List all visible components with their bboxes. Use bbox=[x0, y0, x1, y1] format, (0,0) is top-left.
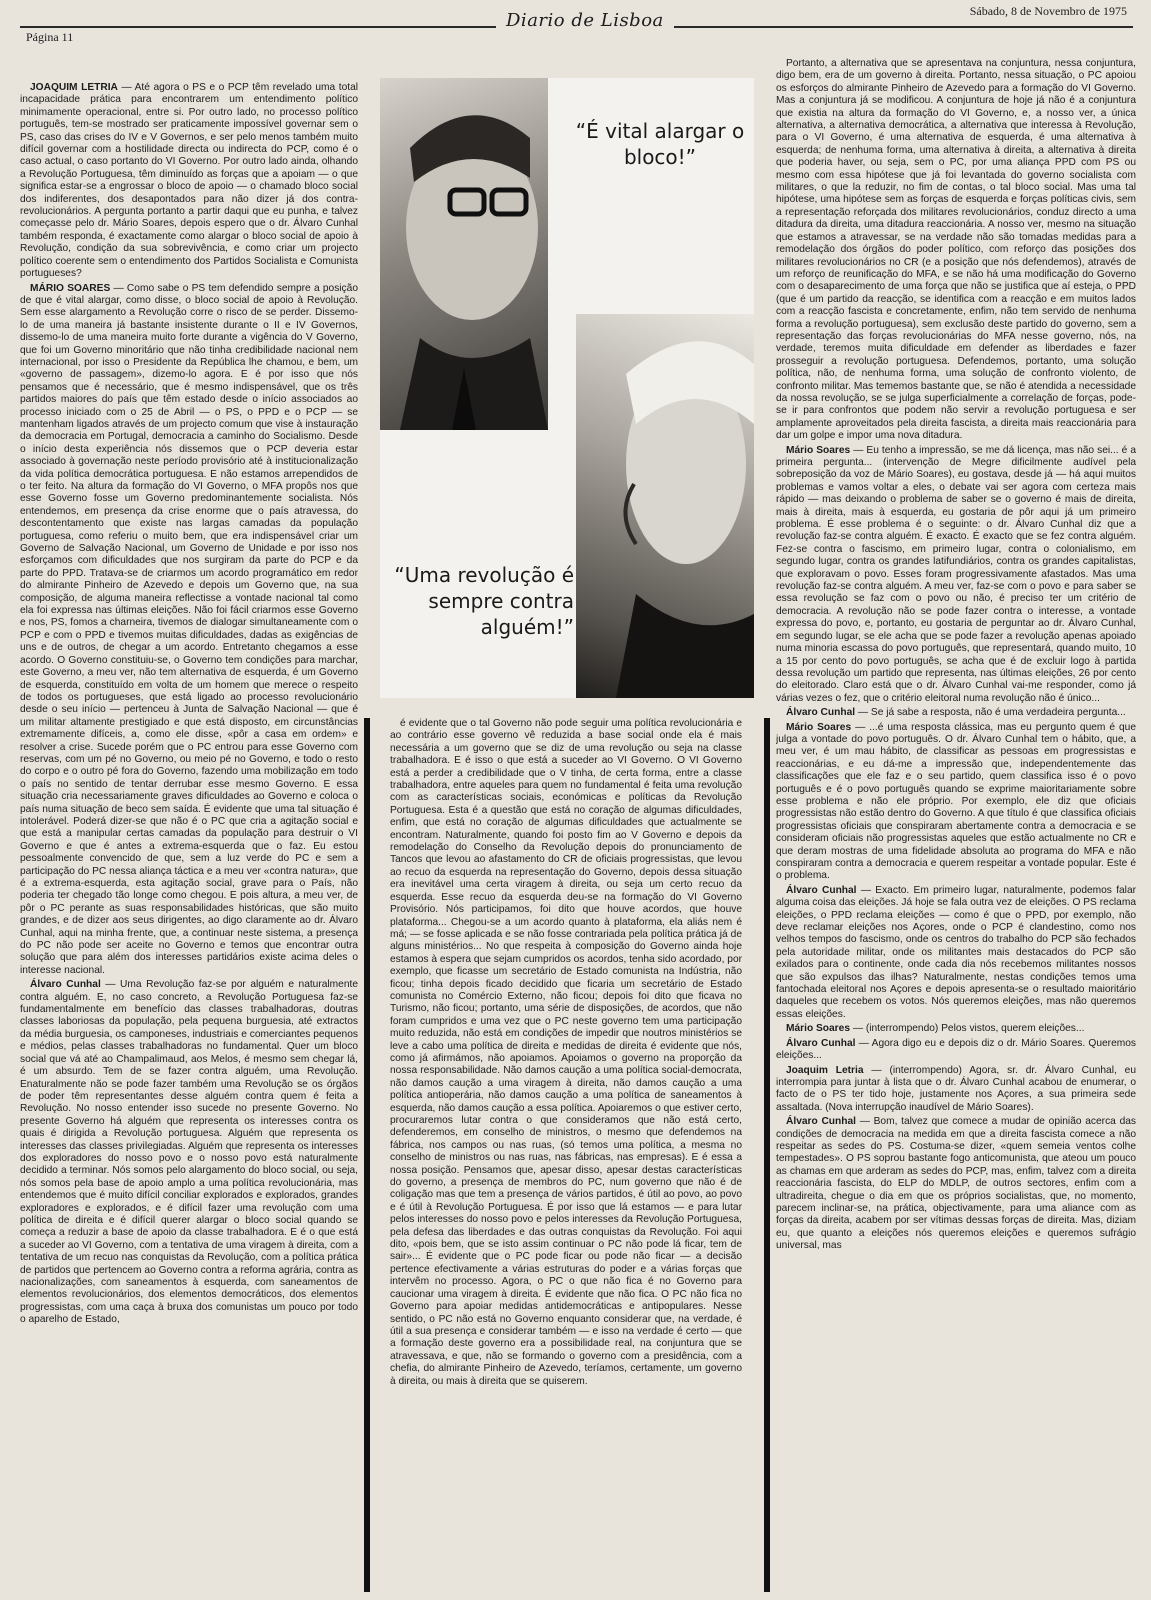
portrait-photo-icon bbox=[576, 314, 754, 698]
paragraph bbox=[776, 1038, 1136, 1063]
newspaper-title: Diario de Lisboa bbox=[496, 10, 674, 31]
paragraph-text: — Como sabe o PS tem defendido sempre a posição de que é vital alargar, como disse, o bloco social de apoio à Revolução. Sem esse alargamento a Revolução corre o risco de se perder. Dissemo-lo de uma maneira já bastante insistente durante o II e IV Governos, dissemo-lo de uma maneira muito forte durante a vigência do V Governo, que foi um Governo minoritário que não tinha credibilidade nacional nem internacional, por isso o Presidente da República lhe chamou, e bem, um «governo de passagem», dizemo-lo agora. E é por isso que nós pensamos que é necessário, que é mesmo indispensável, que os três partidos maiores do país que têm estado desde o início associados ao processo iniciado com o 25 de Abril — o PS, o PPD e o PCP — se mantenham ligados através de um projecto comum que vise à instauração da democracia em Portugal, democracia a caminho do Socialismo. Desde o início desta experiência nós dissemos que o PCP deveria estar associado à governação neste período provisório até à institucionalização da vida política democrática portuguesa. E não estamos arrependidos de o ter feito. Na altura da formação do VI Governo, o MFA propôs nos que esse Governo fosse um Governo predominantemente socialista. Nós entendemos, em presença da crise enorme que o país atravessa, do descontentamento que existe nas largas camadas da população portuguesa, como referiu o muito bem, que era indispensável criar um Governo de Salvação Nacional, um Governo de Unidade e por isso nos esforçamos com dificuldades que nos surgiram da parte do PCP e da parte do PPD. Tratava-se de criarmos um acordo programático em redor do almirante Pinheiro de Azevedo e depois um Governo que, na sua composição, de alguma maneira reflectisse a vontade nacional tal como ela foi expressa nas últimas eleições. Não foi fácil criarmos esse Governo e nos, PS, fomos a charneira, tivemos de dialogar simultaneamente com o PCP e com o PPD e tivemos muitas dificuldades, dadas as exigências de uns e de outros, de chegar a um acordo. Entretanto chegamos a esse acordo. O Governo constituiu-se, o Governo tem condições para marchar, este Governo, a meu ver, não tem alternativa de esquerda, é um Governo de esquerda, constituído em volta de um homem que merece o respeito de todos os portugueses, que está ligado ao processo revolucionário desde o seu início — pertenceu à Junta de Salvação Nacional — que é um militar altamente prestigiado e que está disposto, em circunstâncias extremamente difíceis, a, como ele disse, «pôr a casa em ordem» e resolver a crise. Sucede porém que o PC entrou para esse Governo com reservas, com um pé no Governo, ou meio pé no Governo, e todo o resto do corpo e o outro pé fora do Governo, fazendo uma mobilização em todo o país no sentido de tentar derrubar esse mesmo Governo. E essa situação cria necessariamente graves dificuldades ao Governo e coloca o país numa situação de beco sem saída. É evidente que uma tal situação é intolerável. Poderá dizer-se que não é o PC que cria a agitação social e que está a manipular certas camadas da população para destruir o VI Governo e que é antes a extrema-esquerda que o faz. Eu estou pessoalmente convencido de que, sem a luz verde do PC e sem a participação do PC nessa aliança táctica e a meu ver «contra natura», que é a extrema-esquerda, esta agitação social, grave para o País, não poderia ter chegado tão longe como chegou. E pois altura, a meu ver, de pôr o PC perante as suas responsabilidades históricas, que são muito grandes, e de dizer aos seus dirigentes, ao digo claramente ao dr. Álvaro Cunhal, aqui na minha frente, que, a continuar neste sistema, a presença do PC não pode ser aceite no Governo e temos que encontrar outra solução que para além dos interesses partidários existe acima deles o interesse nacional. bbox=[20, 282, 358, 976]
paragraph bbox=[776, 1065, 1136, 1115]
article-column-center bbox=[390, 718, 742, 1592]
paragraph bbox=[20, 82, 358, 281]
portrait-photo-1 bbox=[380, 78, 548, 430]
paragraph-text: — Agora digo eu e depois diz o dr. Mário Soares. Queremos eleições... bbox=[776, 1037, 1136, 1062]
issue-date: Sábado, 8 de Novembro de 1975 bbox=[969, 4, 1127, 18]
masthead bbox=[0, 0, 1151, 44]
paragraph-text: — Uma Revolução faz-se por alguém e naturalmente contra alguém. E, no caso concreto, a Revolução Portuguesa faz-se fundamentalmente em benefício das classes trabalhadoras, doutras classes laboriosas da população, pela pequena burguesia, até extractos da média burguesia, os camponeses, industriais e comerciantes pequenos e médios, pelas classes trabalhadoras no fundamental. Quer um bloco social que vá até ao Champalimaud, aos Melos, é mesmo sem chegar lá, é um absurdo. Tem de se fazer contra alguém, uma Revolução. Enaturalmente não se pode fazer também uma Revolução se os órgãos de poder têm representantes desse alguém contra quem é feita a Revolução. No nosso entender isso sucede no presente Governo. No presente Governo há alguém que representa os interesses contra os quais é dirigida a Revolução portuguesa. Alguém que representa os interesses das classes privilegiadas. Alguém que representa os interesses dos exploradores do nosso povo e o nosso povo está naturalmente decidido a terminar. Nós somos pelo alargamento do bloco social, ou seja, nós somos pela base de apoio amplo a uma política revolucionária, mas entendemos que é muito difícil conciliar explorados e explorados, grandes exploradores e explorados, e é difícil fazer uma revolução com uma política de direita e é difícil querer alargar o bloco social quando se começa a reduzir a base de apoio da classe trabalhadora. E é o que está a suceder ao VI Governo, com a tentativa de uma viragem à direita, com a tentativa de um recuo nas conquistas da Revolução, com a política prática de partidos que pertencem ao Governo contra a reforma agrária, contra as nacionalizações, com saneamentos à esquerda, com saneamentos de elementos revolucionários, dos elementos democráticos, dos elementos progressistas, com uma caça à bruxa dos comunistas um pouco por todo o aparelho de Estado, bbox=[20, 979, 358, 1326]
paragraph bbox=[776, 707, 1136, 719]
paragraph bbox=[776, 722, 1136, 883]
speaker-name: Mário Soares bbox=[786, 444, 851, 456]
portrait-photo-icon bbox=[380, 78, 548, 430]
paragraph bbox=[776, 1023, 1136, 1035]
paragraph-text: — Bom, talvez que comece a mudar de opinião acerca das condições de democracia na medida em que a direita fascista comece a não respeitar as sedes do PS. Costuma-se dizer, «quem semeia ventos colhe tempestades». O PS soprou bastante fogo anticomunista, que ateou um pouco as chamas em que arderam as sedes do PCP, mas, enfim, talvez com a direita reaccionária fascista, do ELP do MDLP, de outros sectores, enfim com a ultradireita, chegue o dia em que os próprios socialistas, que, no momento, parecem inclinar-se, na prática, objectivamente, para uma aliance com as forças da direita, acabem por ser vítimas dessas forças de direita. Mas, diziam eu, que quanto a eleições nós queremos eleições e queremos sufrágio universal, mas bbox=[776, 1116, 1136, 1252]
paragraph-text: — Eu tenho a impressão, se me dá licença, mas não sei... é a primeira pergunta... (intervenção de Megre dificilmente audível pela sobreposição da voz de Mário Soares), eu gostava, desde já — há aqui muitos problemas e vamos voltar a eles, o debate vai ser agora com certeza mais rápido — mas deixando o problema de saber se o governo é mais de direita, mais à direita, mais à esquerda, eu gostaria de pôr aqui já um primeiro problema. É esse problema é o seguinte: o dr. Álvaro Cunhal diz que a revolução faz-se contra alguém. É exacto. É exacto que se fez contra alguém. Fez-se contra o fascismo, em primeiro lugar, contra o colonialismo, em segundo lugar, contra os grandes latifundiários, contra os grandes capitalistas, que exploravam o povo. Esses foram progressivamente afastados. Mas uma revolução faz-se contra alguém. A meu ver, faz-se com o povo e para saber se essa revolução se faz com o povo ou não, é preciso ter um critério de democracia. A revolução não se pode fazer contra o interesse, a vontade expressa do povo, e, portanto, eu gostaria de perguntar ao dr. Álvaro Cunhal, em segundo lugar, se ele acha que se pode fazer a revolução apenas apoiado numa minoria escassa do povo português, que representará, quando muito, 10 a 15 por cento do povo português, se acha que é de excluir logo à partida dessa revolução um partido que representa, nas últimas eleições, 26 por cento do eleitorado. Claro está que o dr. Álvaro Cunhal vai-me responder, como já várias vezes o fez, que o critério eleitoral numa revolução não é único... bbox=[776, 444, 1136, 704]
column-divider-bar bbox=[364, 718, 370, 1592]
paragraph bbox=[20, 283, 358, 978]
paragraph-text: — (interrompendo) Pelos vistos, querem eleições... bbox=[849, 1023, 1085, 1035]
paragraph bbox=[390, 718, 742, 1388]
column-divider-bar bbox=[764, 718, 770, 1592]
paragraph bbox=[776, 1116, 1136, 1252]
pull-quote-2: “Uma revolução é sempre contra alguém!” bbox=[394, 563, 574, 639]
pull-quote-1: “É vital alargar o bloco!” bbox=[575, 119, 745, 169]
paragraph bbox=[20, 979, 358, 1326]
paragraph-text: — (interrompendo) Agora, sr. dr. Álvaro Cunhal, eu interrompia para juntar à lista que o dr. Álvaro Cunhal acabou de enumerar, o facto de o PS ter tido hoje, justamente nos Açores, a sua primeira sede assaltada. (Nova interrupção inaudível de Mário Soares). bbox=[776, 1064, 1136, 1113]
paragraph bbox=[776, 58, 1136, 443]
speaker-name: Álvaro Cunhal bbox=[786, 1037, 856, 1049]
paragraph-text: Portanto, a alternativa que se apresentava na conjuntura, nessa conjuntura, digo bem, era de um governo à direita. Portanto, nessa situação, o PC apoiou os esforços do almirante Pinheiro de Azevedo para a formação do VI Governo. Mas a conjuntura já se modificou. A conjuntura de hoje já não é a conjuntura que existia na altura da formação do VI Governo, e, a nosso ver, a única alternativa, a alternativa democrática, a alternativa que interessa à Revolução, para o VI Governo, é uma alternativa de esquerda, é uma alternativa à esquerda; de nenhuma forma, uma alternativa à direita, a alternativa à direita que poderia haver, ou seja, sem o PC, por uma aliança PPD com PS ou mesmo com essa hipótese que já foi levantada do governo socialista com militares, o que la reduzir, no fim de contas, o tal bloco social. Mas uma tal hipótese, uma hipótese sem as forças de esquerda e forças políticas civis, sem a representação reforçada dos militares revolucionários, conduz directo a uma ditadura da direita, uma ditadura reaccionária. A nosso ver, mesmo na situação que estamos a atravessar, se na verdade não são tomadas medidas para a remodelação dos órgãos do poder político, com reforço das posições dos militares revolucionários no CR (e a posição que nós defendemos), através de um reforço de reunificação do MFA, e se não há uma modificação do Governo com o desaparecimento de uma força que não se justifica que aí esteja, o PPD (que é um partido da reacção, se identifica com a reacção e em muitos lados com a reacção fascista e concretamente, enfim, não tem servido de nenhuma forma a revolução portuguesa), sem exclusão deste partido do governo, sem a representação das forças revolucionárias do MFA nesse governo, nós, na verdade, teremos muita dificuldade em defender as liberdades e fazer prosseguir a revolução portuguesa. Defendemos, portanto, uma solução política, não, de nenhuma forma, uma solução de confronto violento, de confronto militar. Mas tememos bastante que, se não é atendida a necessidade da nossa revolução, se se julga superficialmente a correlação de forças, pode-se ir para confrontos que podem não servir a revolução portuguesa e ser amplamente aproveitados pela direita fascista, a direita mais reaccionária para dar um golpe e impor uma nova ditadura. bbox=[776, 58, 1136, 442]
paragraph-text: é evidente que o tal Governo não pode seguir uma política revolucionária e ao contrário esse governo vê reduzida a base social onde ela é mais necessária a um governo que se diz de uma revolução ou seja na classe trabalhadora. E é isso o que está a suceder ao VI Governo. O VI Governo está a perder a credibilidade que o V tinha, de certa forma, entre a classe trabalhadora, entre aqueles para quem no fundamental é feita uma revolução com as características sociais, económicas e políticas da Revolução Portuguesa. Esta é a questão que está no coração de algumas dificuldades, enfim, que está no coração de algumas dificuldades que actualmente se encontram. Naturalmente, quando foi posto fim ao V Governo e depois da remodelação do Conselho da Revolução depois do pronunciamento de Tancos que levou ao afastamento do CR de oficiais progressistas, que levou ao recuo da esquerda na representação do Governo, depois dessa situação era inevitável uma certa viragem à direita, ou seja um certo recuo da esquerda. Esse recuo da esquerda deu-se na formação do VI Governo Provisório. Nós participamos, foi dito que houve acordos, que houve plataforma... Chegou-se a um acordo quanto à plataforma, ela aliás nem é má; — se fosse aplicada e se não fosse contrariada pela política prática já de alguns ministérios... No que respeita à composição do Governo ainda hoje estamos à espera que sejam cumpridos os acordos, tenha sido acordado, por exemplo, que ficasse um secretário de Estado comunista na Indústria, não ficou; tinha depois ficado decidido que ficaria um secretário de Estado comunista no Comércio Externo, não ficou; depois foi dito que ficava no Turismo, não ficou; portanto, uma série de disposições, de acordos, que não foram cumpridos e uma vez que o PC neste governo tem uma participação muito reduzida, não está em condições de impedir que noutros ministérios se leve a cabo uma política de direita e medidas de direita é evidente que nós, como já afirmámos, não apoiamos. Apoiamos o governo na proporção da nossa responsabilidade. Não damos caução a uma política social-democrata, não damos caução a uma viragem à direita, não damos caução a uma política antioperária, não damos caução a uma política de saneamentos à esquerda, não damos caução a essa política. Apoiaremos o que estiver certo, procuraremos lutar contra o que consideramos que não está certo, defenderemos, em conselho de ministros, o mesmo que defendemos na fábrica, nos campos ou nas ruas, (só temos uma política, a mesma no conselho de ministros ou nas ruas, nas fábricas, nas empresas). E é essa a nossa posição. Pensamos que, apesar disso, apesar destas características do governo, a presença de membros do PC, num governo que não é de coligação mas que tem a presença de vários partidos, é útil ao povo, ao povo e é útil à Revolução Portuguesa. É por isso que lá estamos — e para lutar pelos interesses do nosso povo e pelos interesses da Revolução Portuguesa, pela defesa das liberdades e das outras conquistas da Revolução. Foi aqui dito, «pois bem, que se isto assim continuar o PC não pode lá ficar, tem de sair»... É evidente que o PC pode ficar ou pode não ficar — a decisão pertence efectivamente a várias estruturas do poder e a várias forças que intervêm no processo. Agora, o PC o que não fica é no Governo para caucionar uma viragem à direita. É evidente que não fica. O PC não fica no Governo para apoiar medidas antidemocráticas e antipopulares. Nesse sentido, o PC não está no Governo enquanto considerar que, na verdade, é útil a sua presença e considerar também — e isso na verdade é certo — que a formação deste governo era a possibilidade real, na conjuntura que se atravessava, e que, não se formando o governo com a presidência, com a chefia, do almirante Pinheiro de Azevedo, teríamos, certamente, um governo à direita, ou mais à direita que se quiserem. bbox=[390, 718, 742, 1387]
speaker-name: Mário Soares bbox=[786, 721, 852, 733]
article-column-left bbox=[20, 82, 358, 1592]
speaker-name: Joaquim Letria bbox=[786, 1064, 864, 1076]
paragraph bbox=[776, 445, 1136, 706]
speaker-name: MÁRIO SOARES bbox=[30, 282, 111, 294]
article-column-right bbox=[776, 58, 1136, 1594]
speaker-name: Álvaro Cunhal bbox=[786, 884, 857, 896]
speaker-name: JOAQUIM LETRIA bbox=[30, 82, 118, 93]
portrait-photo-2 bbox=[576, 314, 754, 698]
speaker-name: Álvaro Cunhal bbox=[30, 979, 101, 991]
speaker-name: Álvaro Cunhal bbox=[786, 707, 856, 719]
page-number: Página 11 bbox=[26, 30, 74, 44]
paragraph-text: — Até agora o PS e o PCP têm revelado uma total incapacidade prática para encontrarem um entendimento político minimamente operacional, entre si. Por outro lado, no processo político português, tem-se mostrado ser praticamente impossível governar sem o PS, caso das crises do IV e V Governos, e ser pelo menos também muito difícil governar com a hostilidade directa ou indirecta do PCP, como é o caso actual, o caso portanto do VI Governo. Por outro lado ainda, olhando a Revolução Portuguesa, têm diminuído as forças que a apoiam — o que significa estar-se a engrossar o bloco de apoio — o chamado bloco social dos indiferentes, dos desapontados para não dizer já dos contra-revolucionários. A pergunta portanto a partir daqui que eu punha, e talvez começasse pelo dr. Mário Soares, depois espero que o dr. Álvaro Cunhal também responda, é exactamente como alargar o bloco social de apoio à Revolução, condição da sua sobrevivência, e como criar um projecto político coerente sem o entendimento dos Partidos Socialista e Comunista portugueses? bbox=[20, 82, 358, 280]
paragraph-text: — Exacto. Em primeiro lugar, naturalmente, podemos falar alguma coisa das eleições. Já hoje se fala outra vez de eleições. O PS reclama eleições, o PPD reclama eleições — como é que o PPD, por exemplo, não deve reclamar eleições nos Açores, onde o PCP é clandestino, como nos velhos tempos do fascismo, onde os centros do trabalho do PCP são fechados pela autoridade militar, onde os militantes mais destacados do PCP são exilados para o continente, onde cada dia nós recebemos militantes nossos que são expulsos das ilhas? Naturalmente, nestas condições temos uma fantochada eleitoral nos Açores e depois apresenta-se o resultado maioritário daqueles que recebem os votos. Nós queremos eleições, mas não queremos essas eleições. bbox=[776, 884, 1136, 1020]
paragraph-text: — Se já sabe a resposta, não é uma verdadeira pergunta... bbox=[855, 707, 1126, 719]
paragraph bbox=[776, 885, 1136, 1021]
speaker-name: Álvaro Cunhal bbox=[786, 1116, 856, 1128]
paragraph-text: — ...é uma resposta clássica, mas eu pergunto quem é que julga a vontade do povo português. O dr. Álvaro Cunhal tem o hábito, que, a meu ver, é um mau hábito, de classificar as pessoas em progressistas e reaccionárias, e eu dá-me a impressão que, independentemente das classificações que ele faz e o seu partido, quem classifica isso é o povo português e é o povo português quando se exprime maioritariamente sobre esse problema e não ele próprio. Por exemplo, ele diz que oficiais progressistas não estão dentro do Governo. A que título é que classifica oficiais progressistas oficiais que conspiraram abertamente contra a democracia e se consideram oficiais não progressistas aqueles que estão actualmente no CR e que deram mostras de uma fidelidade absoluta ao programa do MFA e não conspiraram contra a democracia e querem respeitar a vontade popular. Este é o problema. bbox=[776, 721, 1136, 882]
speaker-name: Mário Soares bbox=[786, 1023, 850, 1035]
